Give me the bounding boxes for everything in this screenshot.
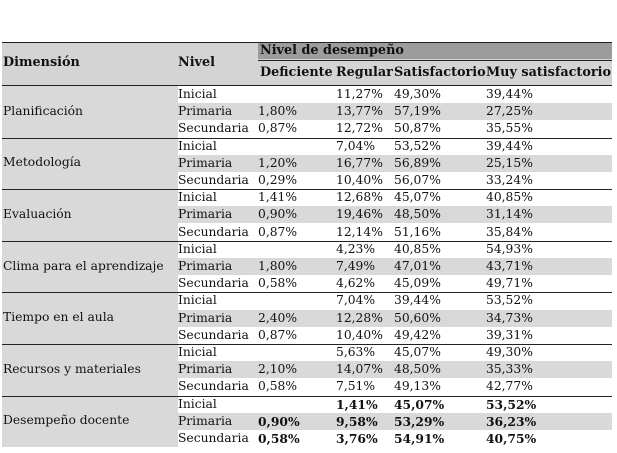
regular-cell: 3,76% — [336, 431, 378, 446]
regular-cell: 14,07% — [336, 362, 383, 377]
table-row — [2, 138, 612, 155]
regular-cell: 10,40% — [336, 173, 383, 187]
table-row — [2, 344, 612, 361]
level-cell: Inicial — [178, 293, 217, 308]
very-satisfactory-cell: 36,23% — [486, 413, 537, 429]
table-row — [2, 224, 612, 241]
satisfactory-cell: 50,87% — [394, 121, 441, 136]
table-row — [2, 155, 612, 172]
level-cell: Inicial — [178, 241, 217, 256]
deficient-cell: 1,41% — [258, 190, 298, 205]
level-cell: Inicial — [178, 87, 217, 101]
level-cell: Primaria — [178, 104, 233, 119]
table-row — [2, 189, 612, 206]
deficient-cell: 1,80% — [258, 259, 298, 273]
very-satisfactory-cell: 39,31% — [486, 327, 533, 342]
dimension-label: Evaluación — [3, 207, 72, 221]
group-divider — [2, 138, 612, 139]
very-satisfactory-cell: 42,77% — [486, 379, 533, 394]
satisfactory-cell: 49,30% — [394, 87, 441, 101]
regular-cell: 9,58% — [336, 413, 378, 429]
very-satisfactory-cell: 34,73% — [486, 310, 533, 325]
very-satisfactory-cell: 27,25% — [486, 104, 533, 119]
group-divider — [2, 396, 612, 397]
level-cell: Primaria — [178, 310, 233, 325]
satisfactory-cell: 48,50% — [394, 207, 441, 222]
satisfactory-cell: 51,16% — [394, 224, 441, 239]
level-cell: Inicial — [178, 138, 217, 153]
regular-cell: 12,28% — [336, 310, 383, 325]
regular-cell: 11,27% — [336, 87, 383, 101]
regular-cell: 16,77% — [336, 155, 383, 170]
deficient-cell: 0,58% — [258, 431, 300, 446]
level-cell: Primaria — [178, 155, 233, 170]
level-cell: Primaria — [178, 207, 233, 222]
level-cell: Secundaria — [178, 276, 249, 291]
satisfactory-cell: 56,07% — [394, 173, 441, 187]
satisfactory-cell: 57,19% — [394, 104, 441, 119]
very-satisfactory-cell: 40,75% — [486, 431, 537, 446]
regular-cell: 12,68% — [336, 190, 383, 205]
level-cell: Inicial — [178, 345, 217, 359]
header-mid-rule — [258, 60, 612, 61]
deficient-cell: 0,58% — [258, 276, 298, 291]
regular-cell: 13,77% — [336, 104, 383, 119]
level-cell: Inicial — [178, 396, 217, 411]
header-deficient: Deficiente — [260, 65, 333, 80]
satisfactory-cell: 50,60% — [394, 310, 441, 325]
deficient-cell: 0,90% — [258, 207, 298, 222]
table-row — [2, 396, 612, 413]
satisfactory-cell: 48,50% — [394, 362, 441, 377]
very-satisfactory-cell: 53,52% — [486, 293, 533, 308]
table-row — [2, 430, 612, 447]
regular-cell: 7,49% — [336, 259, 376, 273]
dimension-label: Clima para el aprendizaje — [3, 258, 164, 273]
satisfactory-cell: 45,07% — [394, 345, 441, 359]
level-cell: Inicial — [178, 190, 217, 205]
satisfactory-cell: 47,01% — [394, 259, 441, 273]
level-cell: Secundaria — [178, 327, 249, 342]
regular-cell: 5,63% — [336, 345, 376, 359]
deficient-cell: 0,87% — [258, 121, 298, 136]
satisfactory-cell: 39,44% — [394, 293, 441, 308]
dimension-label: Recursos y materiales — [3, 361, 141, 376]
very-satisfactory-cell: 49,71% — [486, 276, 533, 291]
very-satisfactory-cell: 35,33% — [486, 362, 533, 377]
regular-cell: 4,62% — [336, 276, 376, 291]
satisfactory-cell: 54,91% — [394, 431, 445, 446]
level-cell: Secundaria — [178, 379, 249, 394]
very-satisfactory-cell: 49,30% — [486, 345, 533, 359]
regular-cell: 7,51% — [336, 379, 376, 394]
satisfactory-cell: 53,29% — [394, 413, 445, 429]
group-divider — [2, 292, 612, 293]
level-cell: Secundaria — [178, 224, 249, 239]
header-level: Nivel — [178, 55, 215, 70]
regular-cell: 4,23% — [336, 241, 376, 256]
satisfactory-cell: 40,85% — [394, 241, 441, 256]
level-cell: Secundaria — [178, 173, 249, 187]
satisfactory-cell: 49,13% — [394, 379, 441, 394]
deficient-cell: 0,87% — [258, 224, 298, 239]
deficient-cell: 0,90% — [258, 413, 300, 429]
very-satisfactory-cell: 25,15% — [486, 155, 533, 170]
deficient-cell: 1,80% — [258, 104, 298, 119]
regular-cell: 12,14% — [336, 224, 383, 239]
deficient-cell: 2,40% — [258, 310, 298, 325]
header-regular: Regular — [336, 65, 393, 80]
table-row — [2, 86, 612, 103]
very-satisfactory-cell: 31,14% — [486, 207, 533, 222]
satisfactory-cell: 45,07% — [394, 190, 441, 205]
deficient-cell: 1,20% — [258, 155, 298, 170]
level-cell: Secundaria — [178, 121, 249, 136]
very-satisfactory-cell: 53,52% — [486, 396, 537, 412]
table-row — [2, 120, 612, 137]
table-row — [2, 206, 612, 223]
very-satisfactory-cell: 40,85% — [486, 190, 533, 205]
table-row — [2, 292, 612, 309]
dimension-label: Desempeño docente — [3, 413, 130, 428]
very-satisfactory-cell: 35,55% — [486, 121, 533, 136]
table-header — [2, 42, 612, 85]
header-very-satisfactory: Muy satisfactorio — [486, 65, 612, 80]
table-row — [2, 378, 612, 395]
dimension-label: Planificación — [3, 103, 83, 118]
deficient-cell: 0,58% — [258, 379, 298, 394]
level-cell: Primaria — [178, 362, 233, 377]
table-row — [2, 172, 612, 189]
header-satisfactory: Satisfactorio — [394, 65, 486, 80]
level-cell: Primaria — [178, 259, 233, 273]
group-divider — [2, 241, 612, 242]
table-row — [2, 241, 612, 258]
very-satisfactory-cell: 33,24% — [486, 173, 533, 187]
level-cell: Secundaria — [178, 431, 249, 445]
regular-cell: 10,40% — [336, 327, 383, 342]
header-dimension: Dimensión — [3, 55, 80, 70]
deficient-cell: 2,10% — [258, 362, 298, 377]
satisfactory-cell: 45,09% — [394, 276, 441, 291]
regular-cell: 19,46% — [336, 207, 383, 222]
deficient-cell: 0,87% — [258, 327, 298, 342]
very-satisfactory-cell: 39,44% — [486, 87, 533, 101]
table-row — [2, 327, 612, 344]
very-satisfactory-cell: 54,93% — [486, 241, 533, 256]
satisfactory-cell: 45,07% — [394, 396, 445, 412]
group-divider — [2, 344, 612, 345]
group-divider — [2, 189, 612, 190]
satisfactory-cell: 53,52% — [394, 138, 441, 153]
regular-cell: 12,72% — [336, 121, 383, 136]
table-row — [2, 275, 612, 292]
satisfactory-cell: 49,42% — [394, 327, 441, 342]
dimension-label: Tiempo en el aula — [3, 310, 114, 325]
satisfactory-cell: 56,89% — [394, 155, 441, 170]
dimension-label: Metodología — [3, 155, 81, 170]
very-satisfactory-cell: 39,44% — [486, 138, 533, 153]
very-satisfactory-cell: 35,84% — [486, 224, 533, 239]
regular-cell: 7,04% — [336, 138, 376, 153]
very-satisfactory-cell: 43,71% — [486, 259, 533, 273]
regular-cell: 7,04% — [336, 293, 376, 308]
header-performance-level: Nivel de desempeño — [260, 43, 404, 58]
level-cell: Primaria — [178, 413, 233, 428]
deficient-cell: 0,29% — [258, 173, 298, 187]
table-row — [2, 103, 612, 120]
regular-cell: 1,41% — [336, 396, 378, 412]
